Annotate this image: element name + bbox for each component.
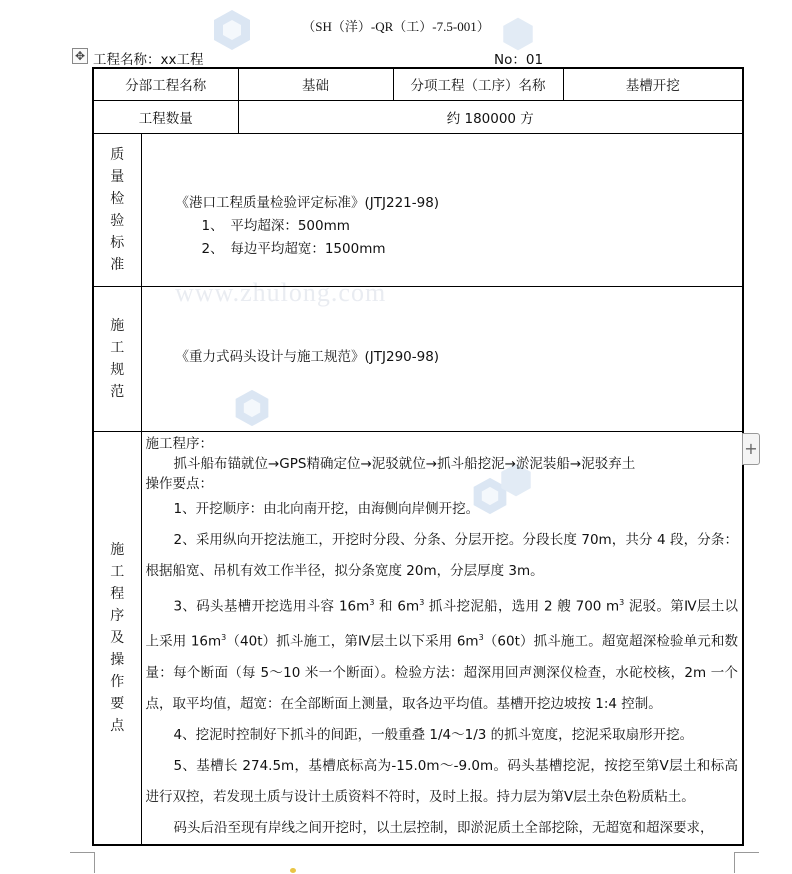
- procedure-label: [93, 431, 141, 845]
- watermark-text: www.zhulong.com: [175, 278, 387, 307]
- key-point-3-text: 3、码头基槽开挖选用斗容 16m: [173, 598, 370, 614]
- label-char: 量: [110, 168, 125, 185]
- quantity-value[interactable]: 约 180000 方: [238, 100, 743, 133]
- add-row-button[interactable]: +: [742, 433, 760, 465]
- key-point-3-text: （40t）抓斗施工，第Ⅳ层土以下采用 6m: [226, 633, 479, 650]
- spec-title: 《重力式码头设计与施工规范》(JTJ290-98): [175, 348, 440, 365]
- procedure-content[interactable]: [141, 431, 743, 845]
- construction-spec-content[interactable]: [141, 286, 743, 431]
- label-char: 点: [110, 717, 125, 734]
- project-name-label: 工程名称：xx工程: [93, 52, 204, 68]
- page-crop-mark-left: [70, 852, 95, 873]
- construction-spec-label: [93, 286, 141, 431]
- key-point-3-text: 抓斗挖泥船，选用 2 艘 700 m: [424, 598, 620, 614]
- key-points-title: 操作要点：: [145, 475, 213, 492]
- label-char: 准: [110, 256, 125, 273]
- label-char: 作: [110, 673, 125, 690]
- page-crop-mark-right: [734, 852, 759, 873]
- item-name-label: 分项工程（工序）名称: [393, 68, 563, 100]
- sub-project-value[interactable]: 基础: [238, 68, 393, 100]
- key-point-3-text: 和 6m: [374, 598, 420, 614]
- key-point-3: [146, 587, 739, 720]
- key-point-4: 4、挖泥时控制好下抓斗的间距，一般重叠 1/4～1/3 的抓斗宽度，挖泥采取扇形开挖。: [173, 726, 694, 743]
- key-point-2: 2、采用纵向开挖法施工，开挖时分段、分条、分层开挖。分段长度 70m，共分 4 段，分条：根据船宽、吊机有效工作半径，拟分条宽度 20m，分层厚度 3m。: [145, 531, 738, 579]
- sub-project-label: 分部工程名称: [93, 68, 238, 100]
- label-char: 质: [110, 146, 125, 163]
- item-name-value[interactable]: 基槽开挖: [563, 68, 743, 100]
- key-point-5: 5、基槽长 274.5m，基槽底标高为-15.0m～-9.0m。码头基槽挖泥，按挖至第Ⅴ层土和标高进行双控，若发现土质与设计土质资料不符时，及时上报。持力层为第Ⅴ层土杂色粉质粘土。: [145, 757, 738, 805]
- standard-item-2: 2、 每边平均超宽：1500mm: [201, 240, 386, 257]
- superscript-3: 3: [221, 633, 227, 642]
- label-char: 程: [110, 585, 125, 602]
- standard-title: 《港口工程质量检验评定标准》(JTJ221-98): [175, 194, 440, 211]
- label-char: 施: [110, 541, 125, 558]
- label-char: 工: [110, 563, 125, 580]
- superscript-3: 3: [619, 597, 625, 607]
- superscript-3: 3: [478, 633, 484, 642]
- key-point-1: 1、开挖顺序：由北向南开挖，由海侧向岸侧开挖。: [173, 500, 480, 517]
- label-char: 操: [110, 651, 125, 668]
- procedure-title: 施工程序：: [145, 435, 213, 452]
- label-char: 工: [110, 339, 125, 356]
- table-move-handle-icon[interactable]: ✥: [72, 48, 88, 64]
- label-char: 要: [110, 695, 125, 712]
- footer-marker-icon: [290, 868, 296, 873]
- procedure-flow: 抓斗船布锚就位→GPS精确定位→泥驳就位→抓斗船挖泥→淤泥装船→泥驳弃土: [173, 455, 636, 472]
- quality-standard-content[interactable]: [141, 133, 743, 286]
- standard-item-1: 1、 平均超深：500mm: [201, 217, 350, 234]
- key-point-3-text: （60t）抓斗施工。超宽超深检验单元和数量：每个断面（每 5～10 米一个断面）。检验方法：超深用回声测深仪检查，水砣校核，2m 一个点，取平均值，超宽：在全部断面上测量，取各边平均值。基槽开挖边坡按 1:4 控制。: [145, 633, 738, 712]
- superscript-3: 3: [369, 597, 375, 607]
- label-char: 施: [110, 317, 125, 334]
- superscript-3: 3: [419, 597, 425, 607]
- document-code: （SH（洋）-QR（工）-7.5-001）: [302, 19, 490, 34]
- label-char: 及: [110, 629, 125, 646]
- key-point-6: 码头后沿至现有岸线之间开挖时，以土层控制，即淤泥质土全部挖除，无超宽和超深要求，: [173, 819, 714, 836]
- quantity-label: 工程数量: [93, 100, 238, 133]
- label-char: 规: [110, 361, 125, 378]
- label-char: 范: [110, 383, 125, 400]
- document-number: No：01: [494, 52, 544, 68]
- label-char: 验: [110, 212, 125, 229]
- label-char: 标: [110, 234, 125, 251]
- key-point-3-text: 泥驳。第Ⅳ层土以上采用 16m: [145, 598, 739, 650]
- quality-standard-label: [93, 133, 141, 286]
- inspection-form-table: [92, 67, 744, 846]
- label-char: 序: [110, 607, 125, 624]
- label-char: 检: [110, 190, 125, 207]
